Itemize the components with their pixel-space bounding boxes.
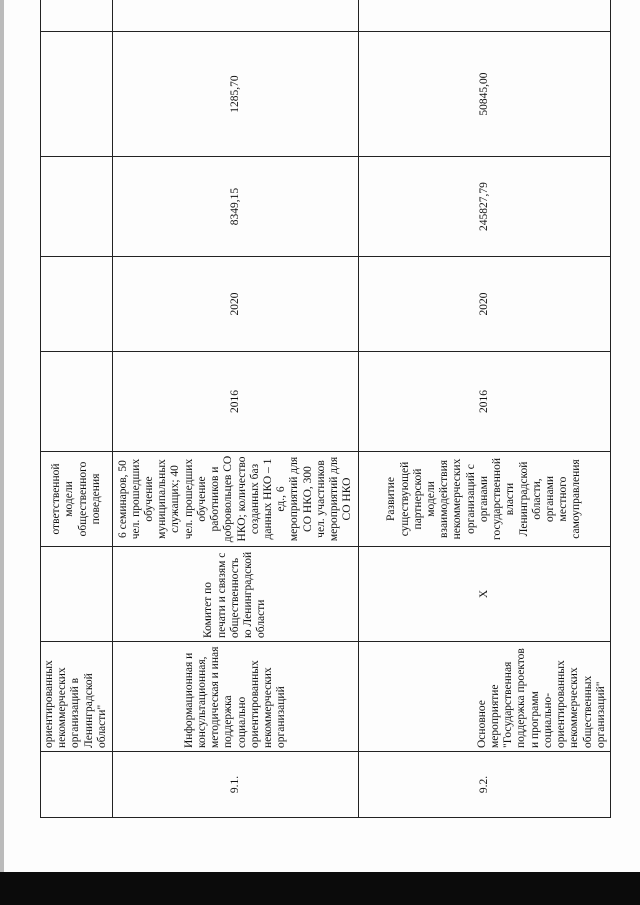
cell-empty [113,0,359,32]
cell-row-num: 9.2. [359,752,611,818]
cell-total-funding: 8349,15 [113,157,359,257]
cell-total-funding [41,157,113,257]
cell-end-year: 2020 [359,257,611,352]
page-edge-shadow [0,0,4,872]
table-row [41,0,113,818]
cell-result: Развитие существующей партнерской модели взаимодействия некоммерческих организаций с органами государственной власти Ленинградской области, органами местного самоуправления [359,452,611,547]
cell-start-year: 2016 [359,352,611,452]
cell-extra-funding [41,32,113,157]
table-row [113,0,359,818]
cell-activity-name: Основное мероприятие "Государственная поддержка проектов и программ социально-ориентированных некоммерческих общественных организаций" [359,642,611,752]
cell-row-num [41,752,113,818]
cell-start-year [41,352,113,452]
cell-total-funding: 245827,79 [359,157,611,257]
cell-end-year [41,257,113,352]
program-activities-table [40,0,611,818]
table-row [359,0,611,818]
cell-extra-funding: 50845,00 [359,32,611,157]
cell-result: ответственной модели общественного поведения [41,452,113,547]
scanner-bottom-border [0,872,640,905]
cell-activity-name: ориентированных некоммерческих организаций в Ленинградской области" [41,642,113,752]
cell-end-year: 2020 [113,257,359,352]
cell-activity-name: Информационная и консультационная, методическая и иная поддержка социально ориентированных некоммерческих организаций [113,642,359,752]
cell-result: 6 семинаров, 50 чел. прошедших обучение муниципальных служащих; 40 чел. прошедших обучение работников и добровольцев СО НКО; количество созданных баз данных НКО – 1 ед., 6 мероприятий для СО НКО, 300 чел. участников мероприятий для СО НКО [113,452,359,547]
cell-executor: Х [359,547,611,642]
cell-empty [41,0,113,32]
cell-executor: Комитет по печати и связям с общественностью Ленинградской области [113,547,359,642]
cell-executor [41,547,113,642]
rotated-table-container [40,0,610,818]
cell-empty [359,0,611,32]
cell-start-year: 2016 [113,352,359,452]
cell-extra-funding: 1285,70 [113,32,359,157]
cell-row-num: 9.1. [113,752,359,818]
